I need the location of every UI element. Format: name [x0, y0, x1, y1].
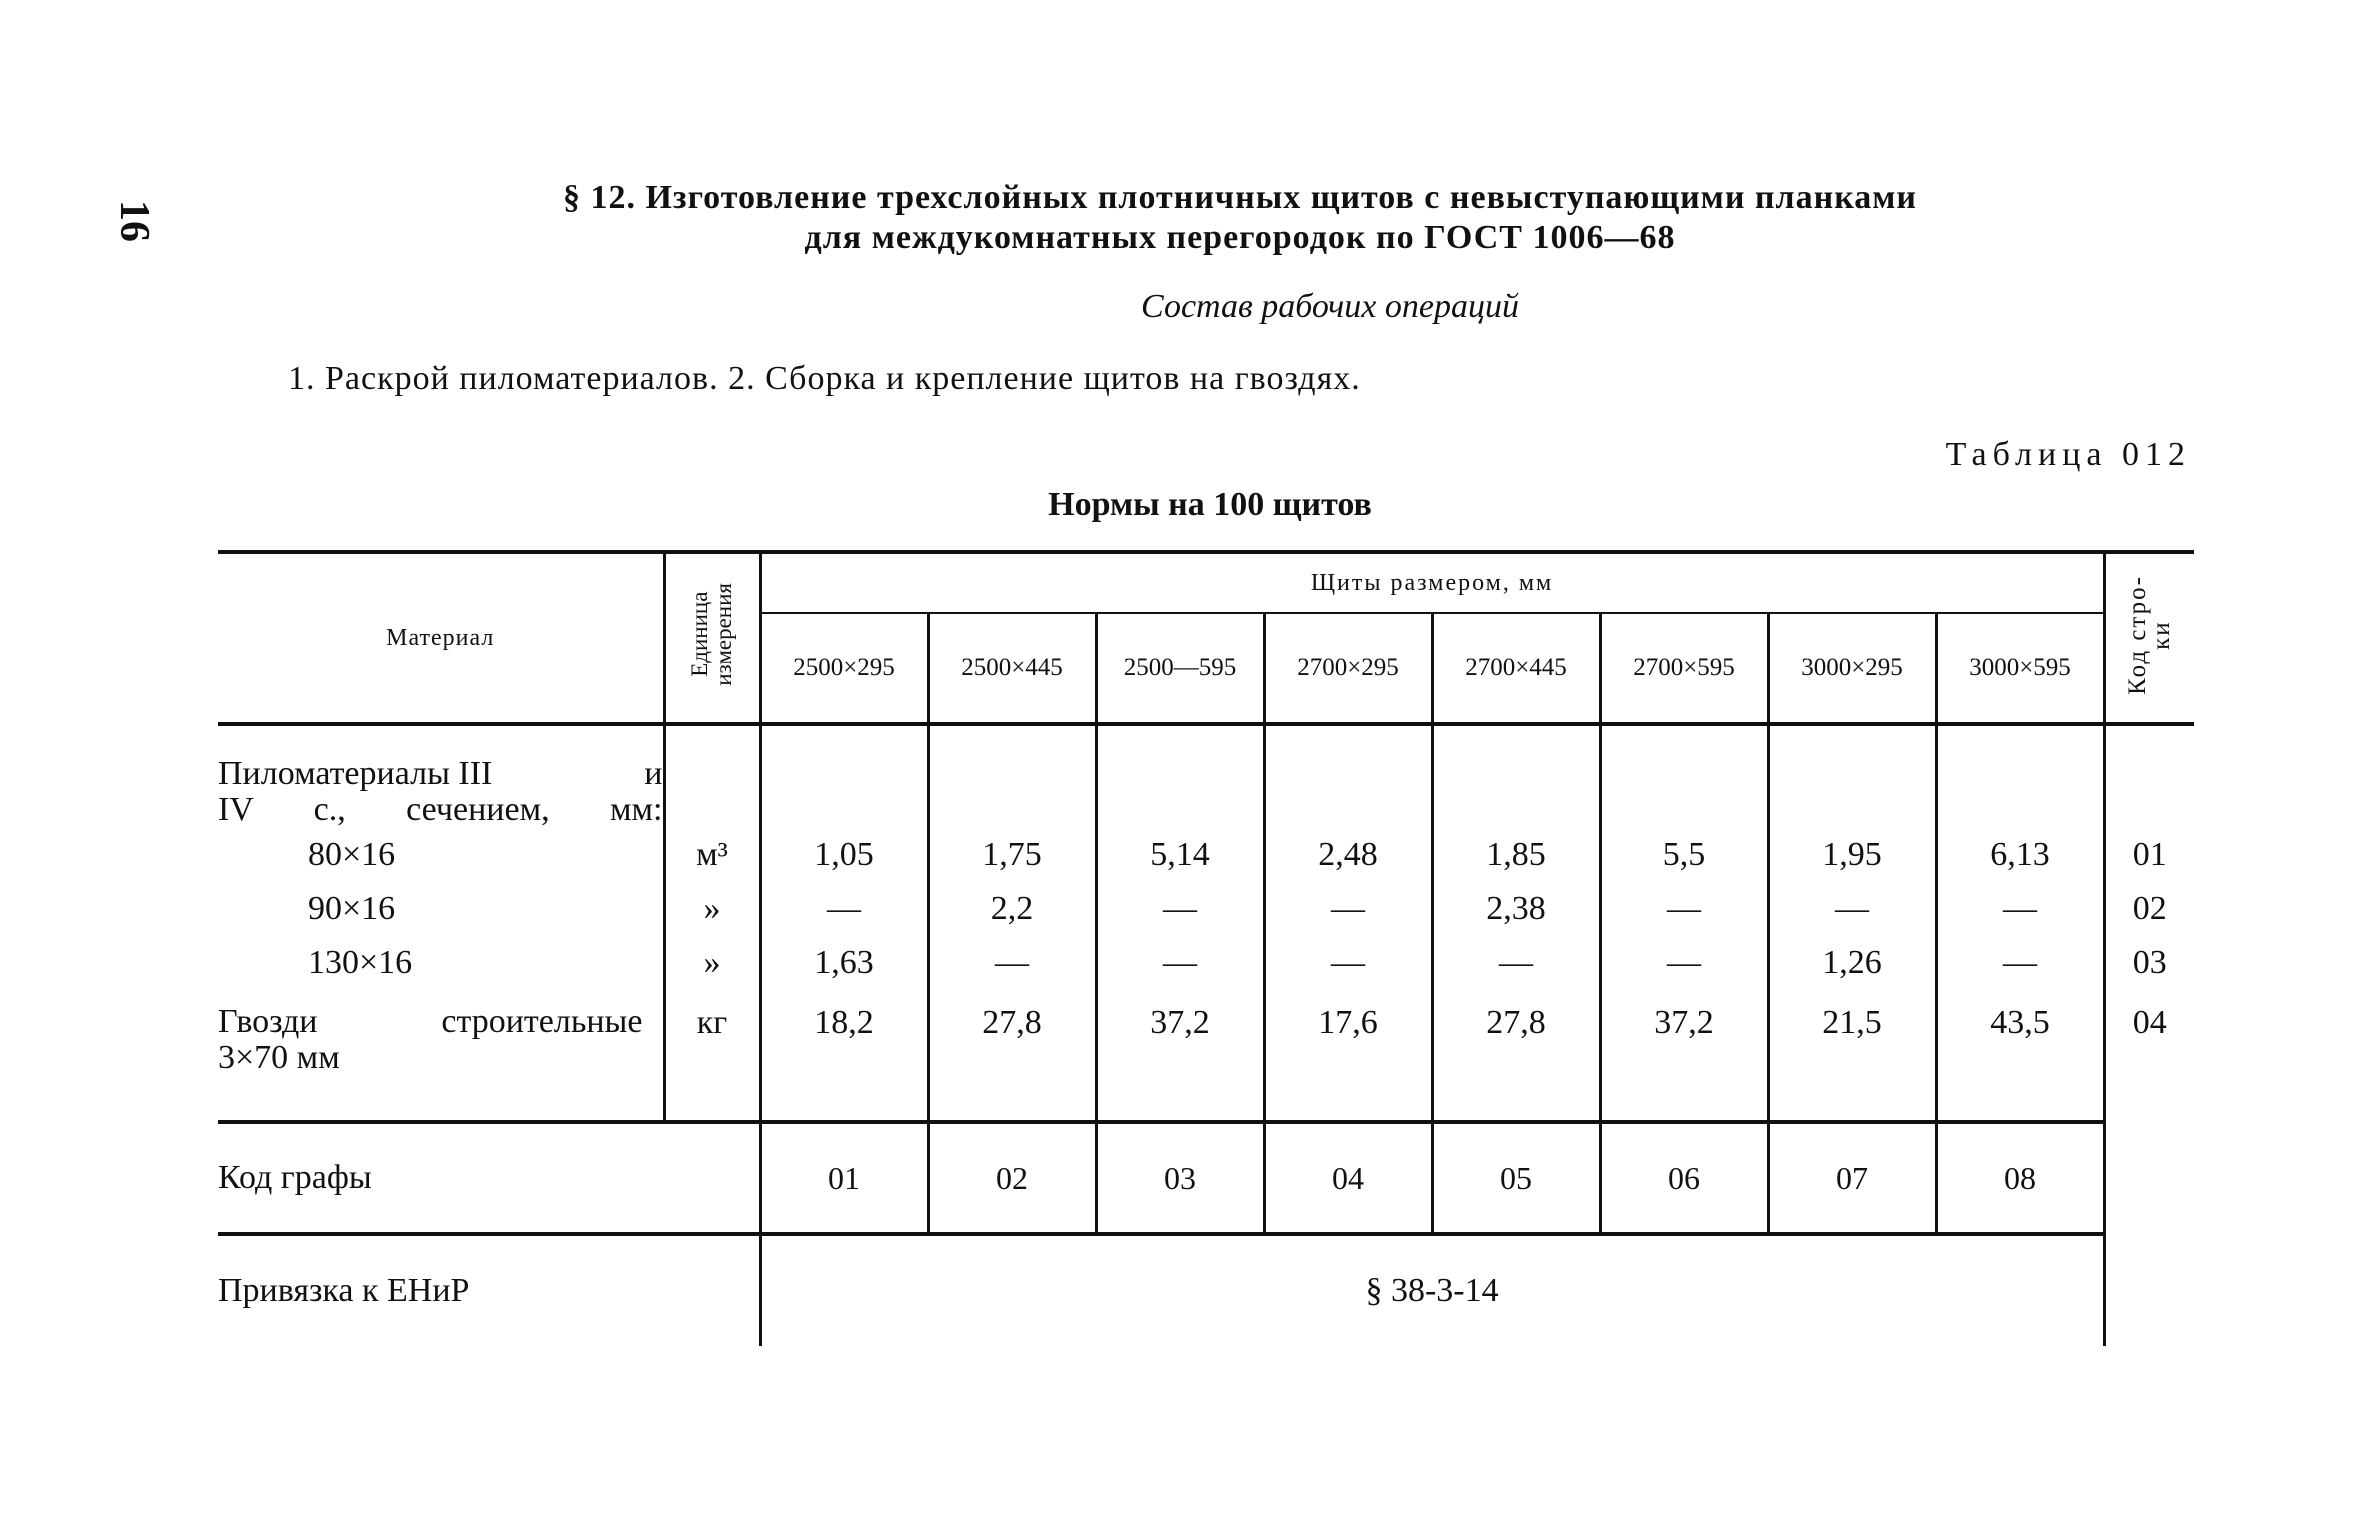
material-cell-nails: [218, 990, 664, 1122]
value-cell: 27,8: [928, 990, 1096, 1122]
value-cell: 21,5: [1768, 990, 1936, 1122]
table-row: [218, 990, 2194, 1122]
value-cell: 2,48: [1264, 828, 1432, 882]
value-cell: 37,2: [1096, 990, 1264, 1122]
page-number: 16: [111, 200, 157, 242]
header-unit: [664, 552, 760, 724]
header-size: 2500×445: [928, 613, 1096, 724]
header-material: Материал: [218, 552, 664, 724]
column-code-label: Код графы: [218, 1122, 760, 1234]
binding-value: § 38-3-14: [760, 1234, 2104, 1346]
table-row: [218, 936, 2194, 990]
section-heading: [430, 178, 2050, 258]
value-cell: 43,5: [1936, 990, 2104, 1122]
binding-row: [218, 1234, 2194, 1346]
unit-cell: кг: [664, 990, 760, 1122]
subheading: Состав рабочих операций: [1141, 288, 1519, 325]
header-line-code-text: Код стро- ки: [2123, 574, 2175, 695]
operations-text: 1. Раскрой пиломатериалов. 2. Сборка и крепление щитов на гвоздях.: [288, 360, 1361, 397]
value-cell: 17,6: [1264, 990, 1432, 1122]
value-cell: —: [1600, 936, 1768, 990]
column-code-cell: 06: [1600, 1122, 1768, 1234]
header-unit-text: Единица измерения: [687, 583, 736, 686]
norms-title: Нормы на 100 щитов: [1048, 486, 1372, 523]
table-row: [218, 828, 2194, 882]
section-heading-line-1: § 12. Изготовление трехслойных плотничных щитов с невыступающими планками: [562, 179, 1918, 216]
table-row: [218, 882, 2194, 936]
column-code-cell: 01: [760, 1122, 928, 1234]
material-nails-line-2: 3×70 мм: [218, 1039, 340, 1076]
value-cell: —: [1264, 882, 1432, 936]
column-code-cell: 07: [1768, 1122, 1936, 1234]
material-group-line-1-left: Пиломатериалы III: [218, 755, 493, 792]
section-heading-line-2: для междукомнатных перегородок по ГОСТ 1006—68: [804, 219, 1676, 256]
value-cell: 1,95: [1768, 828, 1936, 882]
column-code-cell: 05: [1432, 1122, 1600, 1234]
value-cell: —: [760, 882, 928, 936]
line-code-cell: 02: [2104, 882, 2194, 936]
column-code-cell: 02: [928, 1122, 1096, 1234]
value-cell: —: [1264, 936, 1432, 990]
material-group-line-1-right: и: [644, 755, 663, 792]
value-cell: —: [1096, 882, 1264, 936]
material-group-line-2: IV с., сечением, мм:: [218, 791, 663, 828]
material-cell: 130×16: [218, 936, 664, 990]
value-cell: —: [1936, 882, 2104, 936]
column-code-cell: 03: [1096, 1122, 1264, 1234]
header-size: 3000×595: [1936, 613, 2104, 724]
value-cell: 1,26: [1768, 936, 1936, 990]
line-code-cell: 01: [2104, 828, 2194, 882]
material-nails-line-1-left: Гвозди: [218, 1003, 318, 1040]
table-row-group-lumber: [218, 724, 2194, 828]
value-cell: 6,13: [1936, 828, 2104, 882]
header-line-code: [2104, 552, 2194, 724]
binding-label: Привязка к ЕНиР: [218, 1234, 760, 1346]
value-cell: —: [1600, 882, 1768, 936]
line-code-cell: 04: [2104, 990, 2194, 1122]
table-label: Таблица 012: [1945, 436, 2191, 473]
unit-cell: »: [664, 882, 760, 936]
header-size: 2500—595: [1096, 613, 1264, 724]
value-cell: 1,63: [760, 936, 928, 990]
header-size: 2500×295: [760, 613, 928, 724]
value-cell: 18,2: [760, 990, 928, 1122]
value-cell: —: [1432, 936, 1600, 990]
value-cell: 2,2: [928, 882, 1096, 936]
unit-cell: м³: [664, 828, 760, 882]
value-cell: —: [928, 936, 1096, 990]
header-size: 2700×595: [1600, 613, 1768, 724]
value-cell: —: [1096, 936, 1264, 990]
material-group-lumber: [218, 724, 664, 828]
value-cell: 1,85: [1432, 828, 1600, 882]
value-cell: 5,14: [1096, 828, 1264, 882]
header-size: 3000×295: [1768, 613, 1936, 724]
material-cell: 90×16: [218, 882, 664, 936]
column-code-cell: 08: [1936, 1122, 2104, 1234]
value-cell: 27,8: [1432, 990, 1600, 1122]
value-cell: 5,5: [1600, 828, 1768, 882]
header-panel-sizes: Щиты размером, мм: [760, 552, 2104, 613]
value-cell: —: [1936, 936, 2104, 990]
column-code-cell: 04: [1264, 1122, 1432, 1234]
header-size: 2700×445: [1432, 613, 1600, 724]
material-cell: 80×16: [218, 828, 664, 882]
header-size: 2700×295: [1264, 613, 1432, 724]
column-code-row: [218, 1122, 2194, 1234]
unit-cell: »: [664, 936, 760, 990]
value-cell: 1,75: [928, 828, 1096, 882]
line-code-cell: 03: [2104, 936, 2194, 990]
value-cell: 2,38: [1432, 882, 1600, 936]
value-cell: 37,2: [1600, 990, 1768, 1122]
material-nails-line-1-right: строительные: [441, 1003, 643, 1040]
norms-table: [218, 550, 2194, 1346]
value-cell: —: [1768, 882, 1936, 936]
value-cell: 1,05: [760, 828, 928, 882]
